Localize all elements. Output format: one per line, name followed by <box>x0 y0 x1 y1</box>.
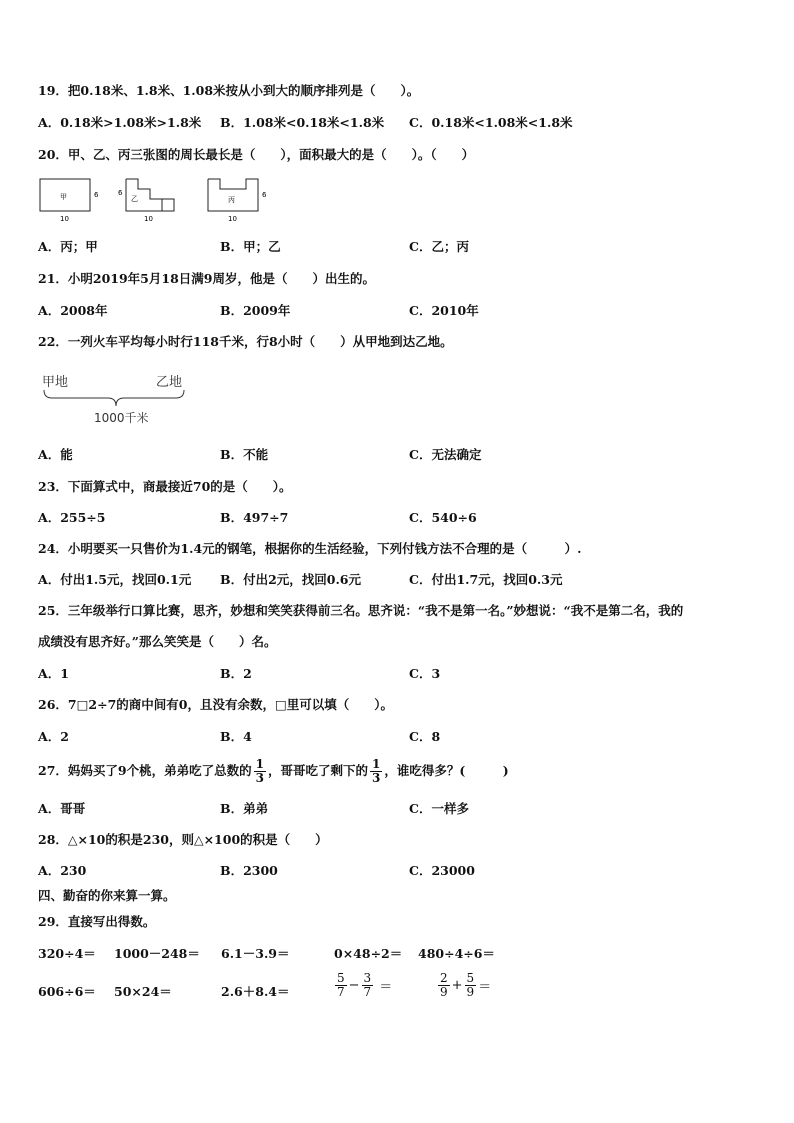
q25-stem-line2: 成绩没有思齐好。”那么笑笑是（ ）名。 <box>38 634 277 649</box>
calc-2: 1000－248＝ <box>114 946 200 961</box>
calc-9-frac-b <box>362 972 374 999</box>
figure-bing-shape <box>208 179 258 211</box>
q22-place-left: 甲地 <box>42 375 69 390</box>
calc-10-frac-a-num: 2 <box>440 971 448 985</box>
q27-stem-post: ，谁吃得多？( ) <box>384 763 509 778</box>
calc-10-frac-a <box>438 972 450 999</box>
calc-1: 320÷4＝ <box>38 946 96 961</box>
q23-stem: 23．下面算式中，商最接近70的是（ ）。 <box>38 479 292 494</box>
q28-option-c[interactable]: C．23000 <box>409 863 475 878</box>
q22-stem: 22．一列火车平均每小时行118千米，行8小时（ ）从甲地到达乙地。 <box>38 334 453 349</box>
q23-option-a[interactable]: A．255÷5 <box>38 510 106 525</box>
calc-9-frac-b-num: 3 <box>363 971 372 985</box>
q21-option-c[interactable]: C．2010年 <box>409 303 479 318</box>
q27-fraction-2 <box>370 758 382 785</box>
calc-9-frac-a-num: 5 <box>337 971 345 985</box>
q25-option-c[interactable]: C．3 <box>409 666 441 681</box>
q22-option-a[interactable]: A．能 <box>38 447 73 462</box>
q19-option-a[interactable]: A．0.18米>1.08米>1.8米 <box>38 115 202 130</box>
q22-brace <box>44 390 184 406</box>
q27-fraction-1 <box>254 758 266 785</box>
figure-bing-height: 6 <box>262 191 267 199</box>
calc-9-frac-a-den: 7 <box>337 985 345 999</box>
figure-yi-width: 10 <box>144 215 153 223</box>
q22-option-b[interactable]: B．不能 <box>220 447 269 462</box>
figure-yi-height: 6 <box>118 189 123 197</box>
q22-place-right: 乙地 <box>156 375 183 390</box>
q28-option-a[interactable]: A．230 <box>38 863 87 878</box>
q27-frac2-num: 1 <box>371 757 381 771</box>
calc-9-frac-a <box>335 972 347 999</box>
q27-frac1-den: 3 <box>255 771 264 785</box>
calc-10-frac-a-den: 9 <box>440 985 448 999</box>
q20-stem: 20．甲、乙、丙三张图的周长最长是（ ），面积最大的是（ ）。（ ） <box>38 147 475 162</box>
calc-10-frac-b-den: 9 <box>466 985 475 999</box>
q26-stem: 26．7□2÷7的商中间有0，且没有余数，□里可以填（ ）。 <box>38 697 394 712</box>
q27-stem-mid: ，哥哥吃了剩下的 <box>267 763 368 778</box>
q24-option-c[interactable]: C．付出1.7元，找回0.3元 <box>409 572 563 587</box>
figure-jia-label: 甲 <box>60 193 67 201</box>
q23-option-c[interactable]: C．540÷6 <box>409 510 477 525</box>
q19-stem: 19．把0.18米、1.8米、1.08米按从小到大的顺序排列是（ ）。 <box>38 83 420 98</box>
q20-option-b[interactable]: B．甲；乙 <box>220 239 281 254</box>
calc-8: 2.6＋8.4＝ <box>221 984 290 999</box>
q26-option-a[interactable]: A．2 <box>38 729 69 744</box>
calc-10-fraction-expr <box>436 972 491 999</box>
figure-bing-width: 10 <box>228 215 237 223</box>
calc-9-eq: ＝ <box>379 980 393 995</box>
q27-option-c[interactable]: C．一样多 <box>409 801 469 816</box>
q27-frac1-num: 1 <box>255 757 264 771</box>
q25-option-a[interactable]: A．1 <box>38 666 69 681</box>
q20-figures <box>38 175 278 227</box>
q20-option-a[interactable]: A．丙；甲 <box>38 239 98 254</box>
q27-stem-pre: 27．妈妈买了9个桃，弟弟吃了总数的 <box>38 763 252 778</box>
calc-9-op: − <box>348 978 360 993</box>
q21-stem: 21．小明2019年5月18日满9周岁，他是（ ）出生的。 <box>38 271 375 286</box>
q19-option-c[interactable]: C．0.18米<1.08米<1.8米 <box>409 115 573 130</box>
q28-stem: 28．△×10的积是230，则△×100的积是（ ） <box>38 832 328 847</box>
q27-option-a[interactable]: A．哥哥 <box>38 801 86 816</box>
q27-option-b[interactable]: B．弟弟 <box>220 801 269 816</box>
q22-distance-label: 1000千米 <box>94 411 149 425</box>
calc-10-frac-b-num: 5 <box>466 971 475 985</box>
q26-option-b[interactable]: B．4 <box>220 729 252 744</box>
q23-option-b[interactable]: B．497÷7 <box>220 510 289 525</box>
figure-yi-label: 乙 <box>131 195 138 203</box>
q21-option-a[interactable]: A．2008年 <box>38 303 108 318</box>
figure-bing-label: 丙 <box>228 196 235 204</box>
q24-stem: 24．小明要买一只售价为1.4元的钢笔，根据你的生活经验，下列付钱方法不合理的是（ ）. <box>38 541 582 556</box>
calc-9-fraction-expr <box>333 972 392 999</box>
q24-option-b[interactable]: B．付出2元，找回0.6元 <box>220 572 362 587</box>
calc-5: 480÷4÷6＝ <box>418 946 495 961</box>
q21-option-b[interactable]: B．2009年 <box>220 303 291 318</box>
calc-7: 50×24＝ <box>114 984 172 999</box>
figure-jia-height: 6 <box>94 191 99 199</box>
calc-9-frac-b-den: 7 <box>363 985 372 999</box>
calc-10-eq: ＝ <box>478 980 492 995</box>
calc-10-op: + <box>451 978 463 993</box>
q25-option-b[interactable]: B．2 <box>220 666 252 681</box>
calc-6: 606÷6＝ <box>38 984 96 999</box>
q27-frac2-den: 3 <box>371 771 381 785</box>
calc-10-frac-b <box>465 972 477 999</box>
q24-option-a[interactable]: A．付出1.5元，找回0.1元 <box>38 572 192 587</box>
section4-heading: 四、勤奋的你来算一算。 <box>38 888 176 903</box>
q29-stem: 29．直接写出得数。 <box>38 914 156 929</box>
q27-stem <box>38 756 509 786</box>
q28-option-b[interactable]: B．2300 <box>220 863 278 878</box>
calc-3: 6.1－3.9＝ <box>221 946 290 961</box>
figure-jia-width: 10 <box>60 215 69 223</box>
q22-option-c[interactable]: C．无法确定 <box>409 447 482 462</box>
calc-4: 0×48÷2＝ <box>334 946 403 961</box>
q26-option-c[interactable]: C．8 <box>409 729 441 744</box>
q19-option-b[interactable]: B．1.08米<0.18米<1.8米 <box>220 115 385 130</box>
figure-yi-step <box>162 199 174 211</box>
q20-option-c[interactable]: C．乙；丙 <box>409 239 469 254</box>
q22-distance-figure <box>38 368 198 430</box>
q25-stem-line1: 25．三年级举行口算比赛，思齐，妙想和笑笑获得前三名。思齐说：“我不是第一名。”妙想说：“我不是第二名，我的 <box>38 603 684 618</box>
